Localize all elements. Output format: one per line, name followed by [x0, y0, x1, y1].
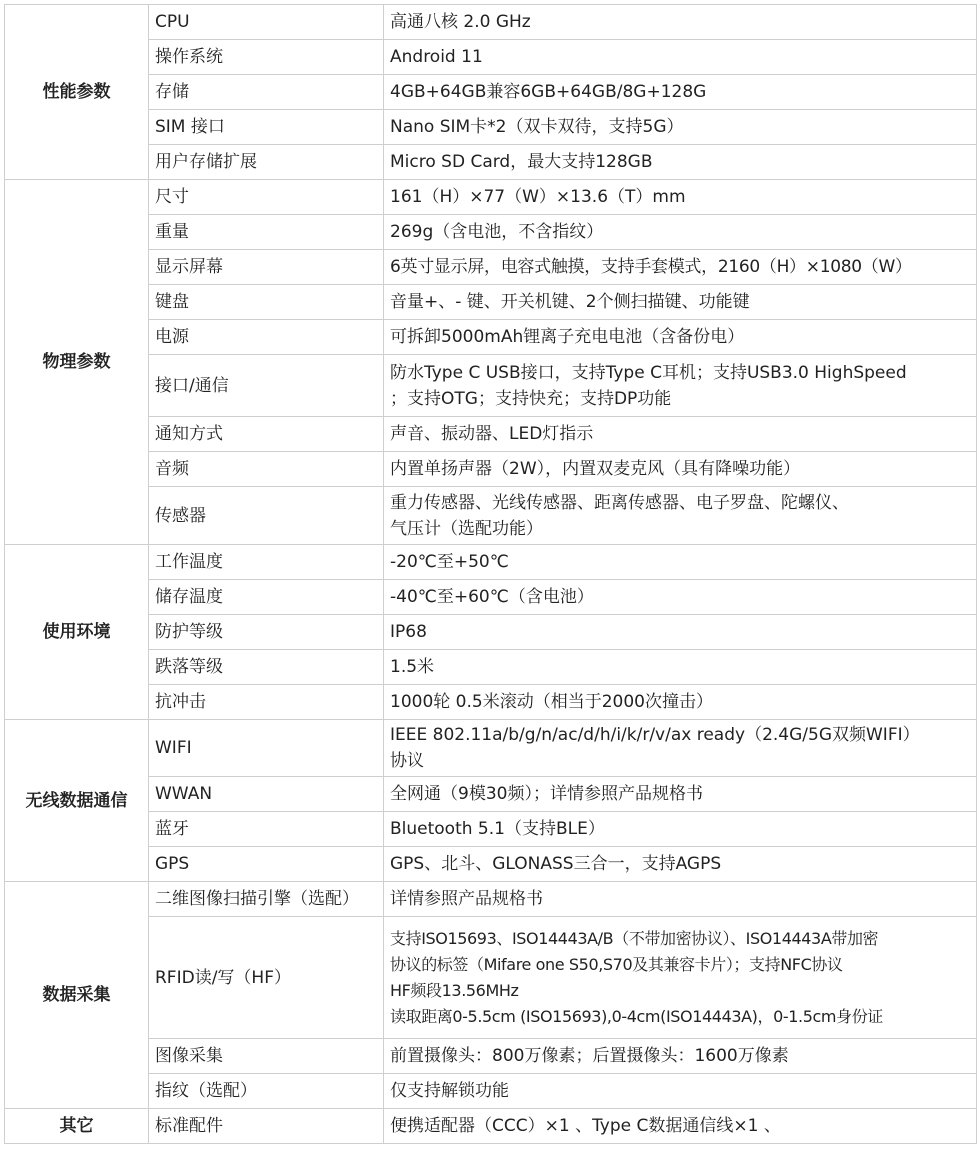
category-cell: 性能参数 [5, 5, 149, 180]
spec-table-body [5, 5, 977, 1144]
category-cell: 数据采集 [5, 882, 149, 1109]
param-value: -20℃至+50℃ [384, 545, 977, 580]
param-name: 显示屏幕 [149, 250, 384, 285]
table-row [5, 110, 977, 145]
param-name: 操作系统 [149, 40, 384, 75]
param-name: 重量 [149, 215, 384, 250]
param-name: 键盘 [149, 285, 384, 320]
table-row [5, 720, 977, 777]
param-value: 声音、振动器、LED灯指示 [384, 417, 977, 452]
param-value: Nano SIM卡*2（双卡双待，支持5G） [384, 110, 977, 145]
param-name: RFID读/写（HF） [149, 917, 384, 1039]
param-name: 储存温度 [149, 580, 384, 615]
param-name: SIM 接口 [149, 110, 384, 145]
param-name: WWAN [149, 777, 384, 812]
spec-table [4, 4, 977, 1144]
table-row [5, 615, 977, 650]
param-name: 抗冲击 [149, 685, 384, 720]
table-row [5, 650, 977, 685]
table-row [5, 545, 977, 580]
category-cell: 其它 [5, 1109, 149, 1144]
param-value: 支持ISO15693、ISO14443A/B（不带加密协议）、ISO14443A带加密 协议的标签（Mifare one S50,S70及其兼容卡片）；支持NFC协议 HF频段13.56MHz 读取距离0-5.5cm (ISO15693),0-4cm(ISO14443A)，0-1.5cm身份证 [384, 917, 977, 1039]
param-name: 二维图像扫描引擎（选配） [149, 882, 384, 917]
param-value: 1.5米 [384, 650, 977, 685]
category-cell: 无线数据通信 [5, 720, 149, 882]
table-row [5, 580, 977, 615]
table-row [5, 847, 977, 882]
table-row [5, 40, 977, 75]
table-row [5, 1074, 977, 1109]
param-name: 蓝牙 [149, 812, 384, 847]
table-row [5, 882, 977, 917]
param-value: Bluetooth 5.1（支持BLE） [384, 812, 977, 847]
param-value: 1000轮 0.5米滚动（相当于2000次撞击） [384, 685, 977, 720]
table-row [5, 777, 977, 812]
param-value: IEEE 802.11a/b/g/n/ac/d/h/i/k/r/v/ax ready（2.4G/5G双频WIFI） 协议 [384, 720, 977, 777]
param-value: Micro SD Card，最大支持128GB [384, 145, 977, 180]
param-value: 可拆卸5000mAh锂离子充电电池（含备份电） [384, 320, 977, 355]
category-cell: 物理参数 [5, 180, 149, 545]
param-name: 指纹（选配） [149, 1074, 384, 1109]
table-row [5, 320, 977, 355]
table-row [5, 1039, 977, 1074]
param-name: 用户存储扩展 [149, 145, 384, 180]
param-name: 接口/通信 [149, 355, 384, 417]
param-value: 4GB+64GB兼容6GB+64GB/8G+128G [384, 75, 977, 110]
param-value: Android 11 [384, 40, 977, 75]
param-value: GPS、北斗、GLONASS三合一，支持AGPS [384, 847, 977, 882]
table-row [5, 180, 977, 215]
param-name: 通知方式 [149, 417, 384, 452]
param-name: 跌落等级 [149, 650, 384, 685]
table-row [5, 917, 977, 1039]
param-value: 161（H）×77（W）×13.6（T）mm [384, 180, 977, 215]
param-name: 防护等级 [149, 615, 384, 650]
table-row [5, 215, 977, 250]
param-value: 269g（含电池，不含指纹） [384, 215, 977, 250]
param-name: 标准配件 [149, 1109, 384, 1144]
table-row [5, 452, 977, 487]
table-row [5, 1109, 977, 1144]
param-value: -40℃至+60℃（含电池） [384, 580, 977, 615]
param-value: IP68 [384, 615, 977, 650]
table-row [5, 417, 977, 452]
param-value: 高通八核 2.0 GHz [384, 5, 977, 40]
table-row [5, 812, 977, 847]
param-name: 图像采集 [149, 1039, 384, 1074]
param-name: 尺寸 [149, 180, 384, 215]
param-name: CPU [149, 5, 384, 40]
param-value: 便携适配器（CCC）×1 、Type C数据通信线×1 、 [384, 1109, 977, 1144]
param-name: 存储 [149, 75, 384, 110]
param-value: 内置单扬声器（2W），内置双麦克风（具有降噪功能） [384, 452, 977, 487]
param-name: 传感器 [149, 487, 384, 545]
param-value: 重力传感器、光线传感器、距离传感器、电子罗盘、陀螺仪、 气压计（选配功能） [384, 487, 977, 545]
param-value: 6英寸显示屏，电容式触摸，支持手套模式，2160（H）×1080（W） [384, 250, 977, 285]
table-row [5, 685, 977, 720]
param-name: 音频 [149, 452, 384, 487]
param-name: 工作温度 [149, 545, 384, 580]
table-row [5, 75, 977, 110]
param-value: 音量+、- 键、开关机键、2个侧扫描键、功能键 [384, 285, 977, 320]
table-row [5, 145, 977, 180]
param-value: 防水Type C USB接口，支持Type C耳机；支持USB3.0 HighSpeed ；支持OTG；支持快充；支持DP功能 [384, 355, 977, 417]
param-value: 前置摄像头：800万像素；后置摄像头：1600万像素 [384, 1039, 977, 1074]
table-row [5, 250, 977, 285]
table-row [5, 285, 977, 320]
table-row [5, 487, 977, 545]
param-value: 详情参照产品规格书 [384, 882, 977, 917]
param-name: 电源 [149, 320, 384, 355]
param-value: 仅支持解锁功能 [384, 1074, 977, 1109]
param-name: GPS [149, 847, 384, 882]
category-cell: 使用环境 [5, 545, 149, 720]
param-value: 全网通（9模30频）；详情参照产品规格书 [384, 777, 977, 812]
table-row [5, 5, 977, 40]
param-name: WIFI [149, 720, 384, 777]
table-row [5, 355, 977, 417]
